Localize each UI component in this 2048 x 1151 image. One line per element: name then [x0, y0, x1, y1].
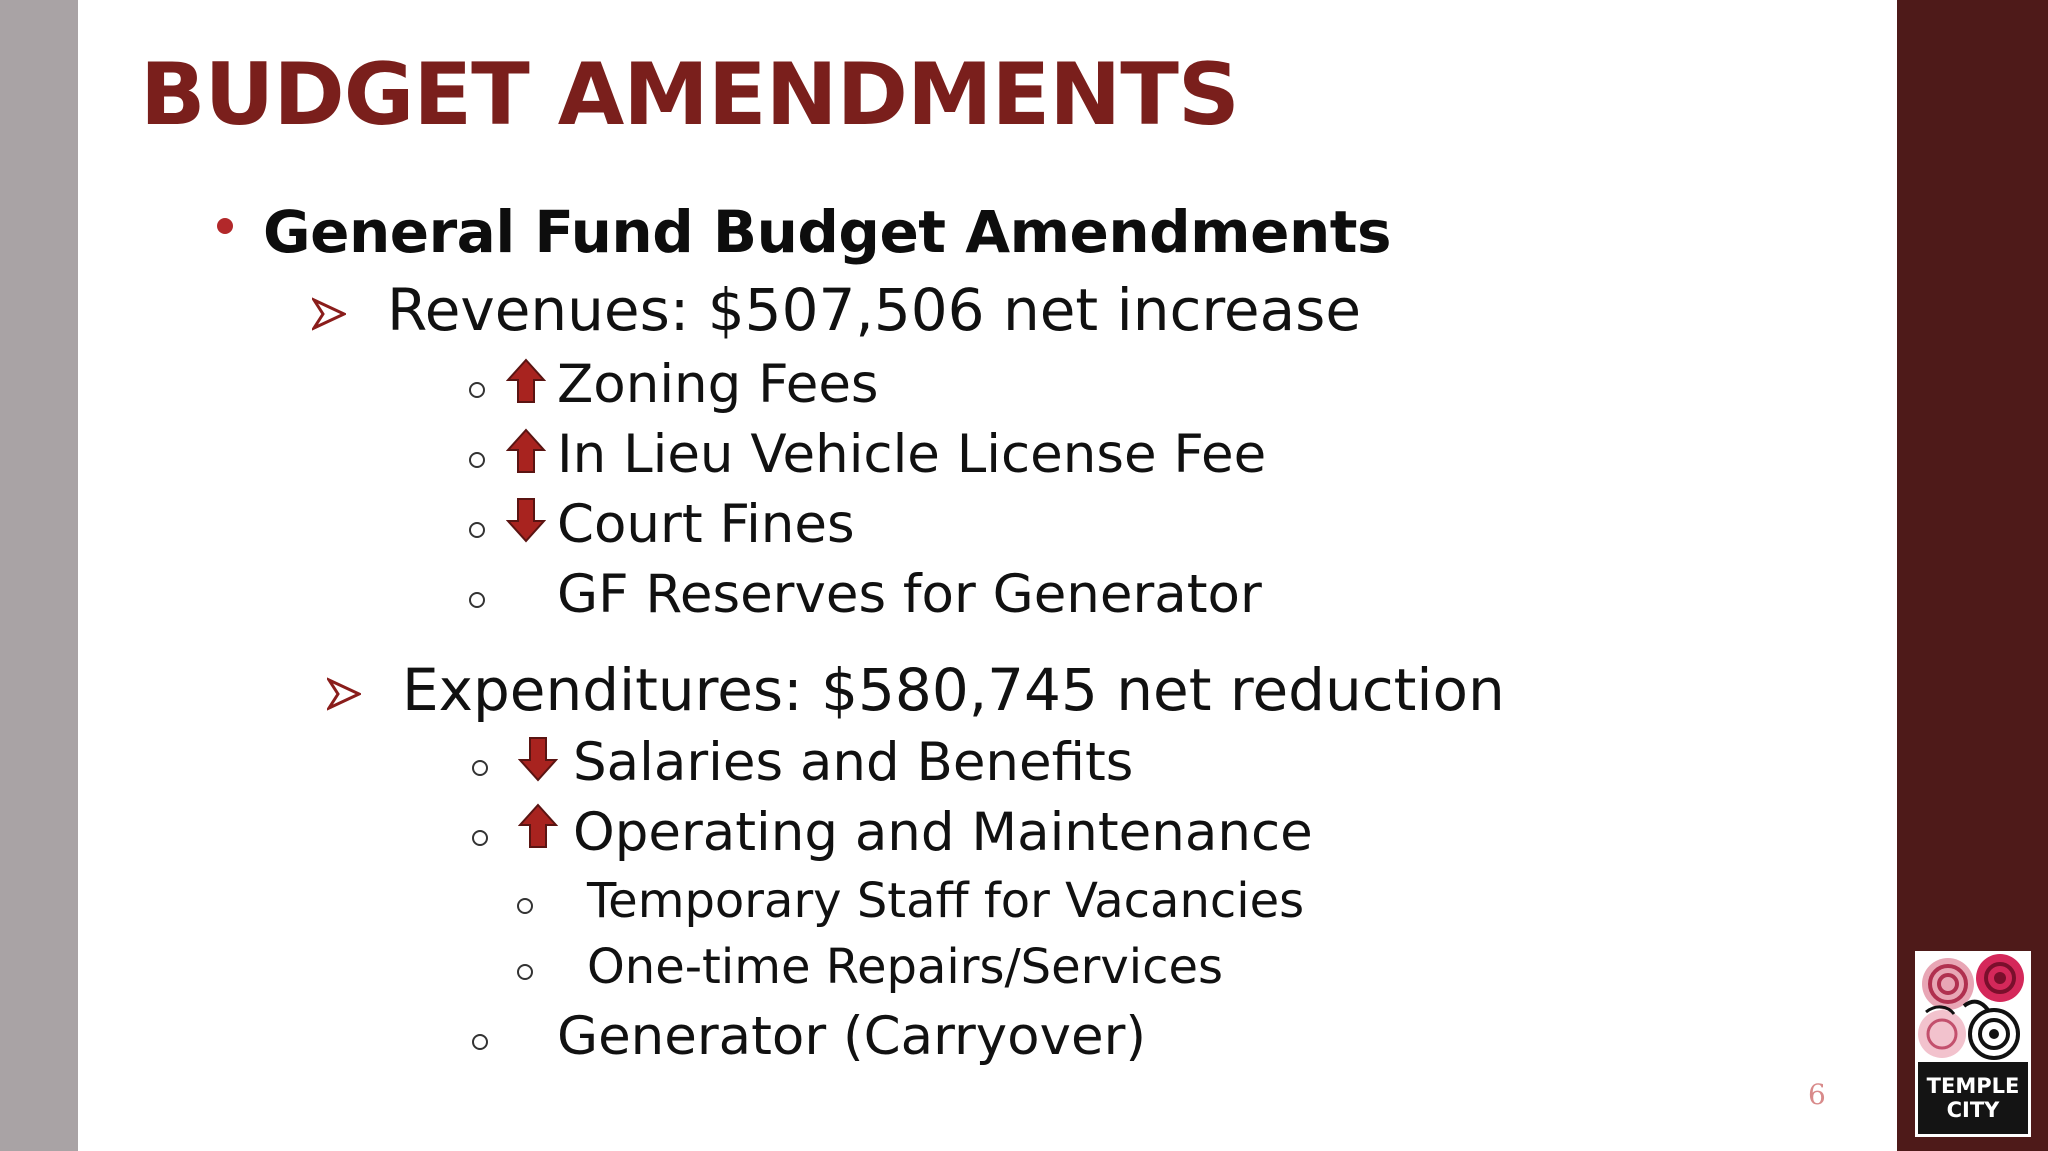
expenditure-item-operating-maintenance: Operating and Maintenance — [573, 802, 1313, 863]
arrowhead-bullet-icon — [327, 677, 361, 711]
slide-title: BUDGET AMENDMENTS — [140, 45, 1239, 145]
hollow-circle-bullet-icon — [469, 452, 485, 468]
revenue-item-vehicle-license-fee: In Lieu Vehicle License Fee — [557, 424, 1267, 485]
hollow-circle-bullet-icon — [469, 382, 485, 398]
left-accent-bar — [0, 0, 78, 1151]
hollow-circle-bullet-icon — [517, 898, 533, 914]
rose-logo-icon — [1918, 954, 2028, 1062]
heading-bullet-icon — [217, 218, 233, 234]
revenue-item-court-fines: Court Fines — [557, 494, 855, 555]
hollow-circle-bullet-icon — [472, 830, 488, 846]
temple-city-logo — [1915, 951, 2031, 1137]
logo-line-2: CITY — [1946, 1098, 2000, 1122]
hollow-circle-bullet-icon — [469, 592, 485, 608]
expenditure-item-salaries: Salaries and Benefits — [573, 732, 1134, 793]
hollow-circle-bullet-icon — [472, 760, 488, 776]
revenue-item-gf-reserves: GF Reserves for Generator — [557, 564, 1262, 625]
hollow-circle-bullet-icon — [472, 1034, 488, 1050]
arrow-up-icon — [506, 428, 546, 474]
revenue-item-zoning-fees: Zoning Fees — [557, 354, 879, 415]
section-heading: General Fund Budget Amendments — [263, 198, 1391, 266]
page-number: 6 — [1808, 1078, 1826, 1111]
hollow-circle-bullet-icon — [517, 964, 533, 980]
expenditure-item-generator: Generator (Carryover) — [557, 1006, 1147, 1067]
arrow-down-icon — [506, 497, 546, 543]
revenues-label: Revenues: $507,506 net increase — [387, 276, 1362, 344]
logo-label — [1918, 1062, 2028, 1134]
expenditure-item-temporary-staff: Temporary Staff for Vacancies — [587, 873, 1305, 929]
hollow-circle-bullet-icon — [469, 522, 485, 538]
arrow-up-icon — [518, 803, 558, 849]
logo-line-1: TEMPLE — [1926, 1074, 2020, 1098]
expenditure-item-one-time-repairs: One-time Repairs/Services — [587, 939, 1224, 995]
arrow-up-icon — [506, 358, 546, 404]
arrow-down-icon — [518, 736, 558, 782]
expenditures-label: Expenditures: $580,745 net reduction — [402, 656, 1505, 724]
arrowhead-bullet-icon — [312, 297, 346, 331]
